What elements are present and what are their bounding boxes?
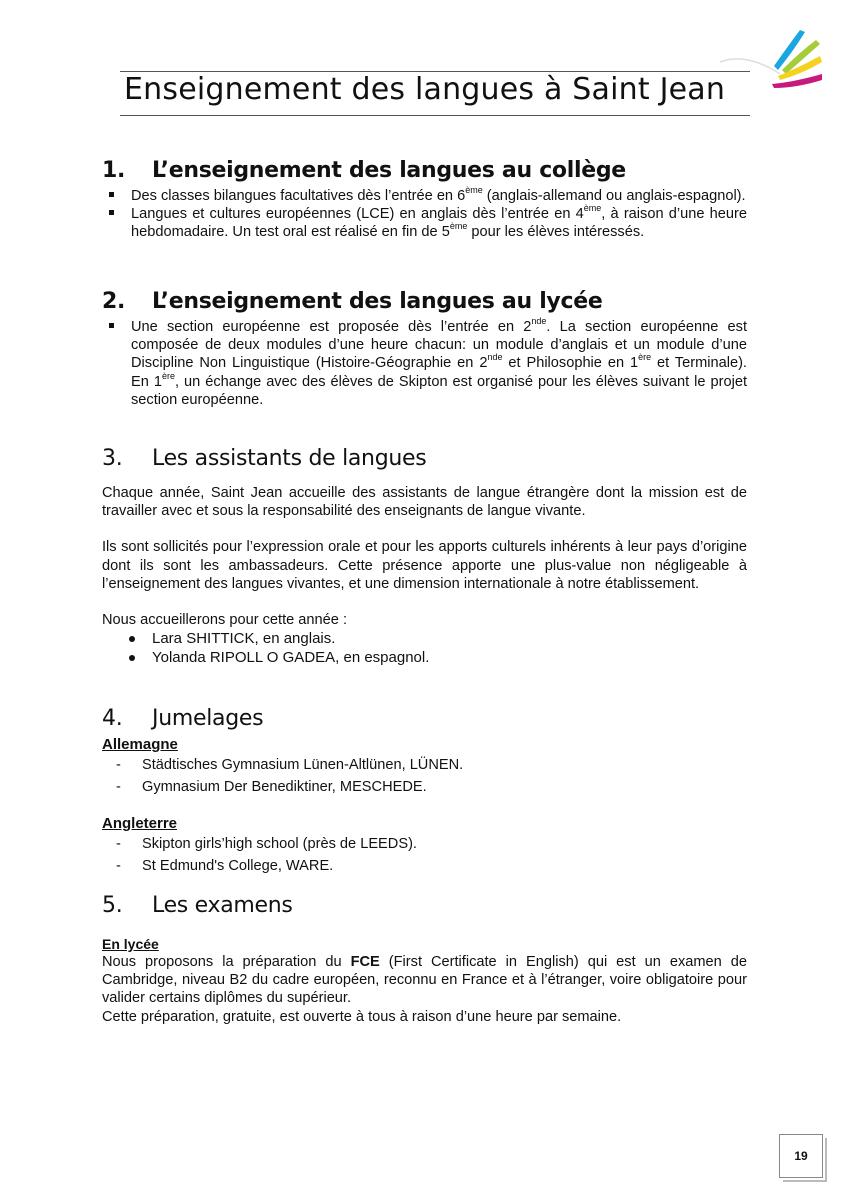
section-3-body [102,484,747,667]
section-number: 4. [102,706,123,731]
paragraph: Chaque année, Saint Jean accueille des assistants de langue étrangère dont la mission est de travailler avec et sous la responsabilité des enseignants de langue vivante. [102,485,747,520]
list-item: Langues et cultures européennes (LCE) en anglais dès l’entrée en 4ème, à raison d’une heure hebdomadaire. Un test oral est réalisé en fin de 5ème pour les élèves intéressés. [102,205,747,241]
section-heading-1 [102,158,626,183]
disc-bullet-icon [129,655,135,661]
square-bullet-icon [109,323,114,328]
section-number: 5. [102,893,123,918]
list-item: Lara SHITTICK, en anglais. [102,629,747,648]
country-heading: Angleterre [102,815,178,832]
section-title: L’enseignement des langues au lycée [152,289,603,314]
section-heading-5 [102,893,293,918]
list-item: Yolanda RIPOLL O GADEA, en espagnol. [102,648,747,667]
country-heading: Allemagne [102,736,178,753]
section-heading-3 [102,446,426,471]
list-item: - St Edmund's College, WARE. [116,858,334,874]
title-bottom-rule [120,115,750,116]
section-1-body [102,187,747,242]
square-bullet-icon [109,210,114,215]
page-title: Enseignement des langues à Saint Jean [124,72,726,107]
section-heading-2 [102,289,602,314]
paragraph: Cette préparation, gratuite, est ouverte à tous à raison d’une heure par semaine. [102,1008,622,1025]
section-5-body [102,935,747,1026]
list-item: Des classes bilangues facultatives dès l’entrée en 6ème (anglais-allemand ou anglais-espagnol). [102,187,747,205]
list-item: - Skipton girls’high school (près de LEEDS). [116,836,417,852]
disc-bullet-icon [129,636,135,642]
section-4-body [102,736,747,877]
subheading: En lycée [102,936,159,952]
section-number: 3. [102,446,123,471]
section-number: 1. [102,158,126,183]
section-title: Jumelages [152,706,264,731]
section-title: Les examens [152,893,293,918]
brand-strokes-logo-icon [716,22,826,104]
list-item: - Gymnasium Der Benediktiner, MESCHEDE. [116,779,427,795]
section-heading-4 [102,706,263,731]
list-item: - Städtisches Gymnasium Lünen-Altlünen, LÜNEN. [116,757,464,773]
page-number: 19 [779,1134,823,1178]
list-item: Une section européenne est proposée dès l’entrée en 2nde. La section européenne est composée de deux modules d’une heure chacun: un module d’anglais et un module d’une Discipline Non Linguistique (Histoire-Géographie en 2nde et Philosophie en 1ère et Terminale). En 1ère, un échange avec des élèves de Skipton est organisé pour les élèves suivant le projet section européenne. [102,318,747,409]
section-number: 2. [102,289,126,314]
paragraph: Nous accueillerons pour cette année : [102,612,348,629]
section-2-body [102,318,747,409]
section-title: Les assistants de langues [152,446,427,471]
paragraph: Ils sont sollicités pour l’expression orale et pour les apports culturels inhérents à leur pays d’origine dont ils sont les ambassadeurs. Cette présence apporte une plus-value non négligeable à l’enseignement des langues vivantes, et une dimension internationale à notre établissement. [102,539,747,592]
section-title: L’enseignement des langues au collège [152,158,626,183]
square-bullet-icon [109,192,114,197]
paragraph: Nous proposons la préparation du FCE (First Certificate in English) qui est un examen de Cambridge, niveau B2 du cadre européen, reconnu en France et à l’étranger, voire obligatoire pour valider certains diplômes du supérieur. [102,954,748,1007]
